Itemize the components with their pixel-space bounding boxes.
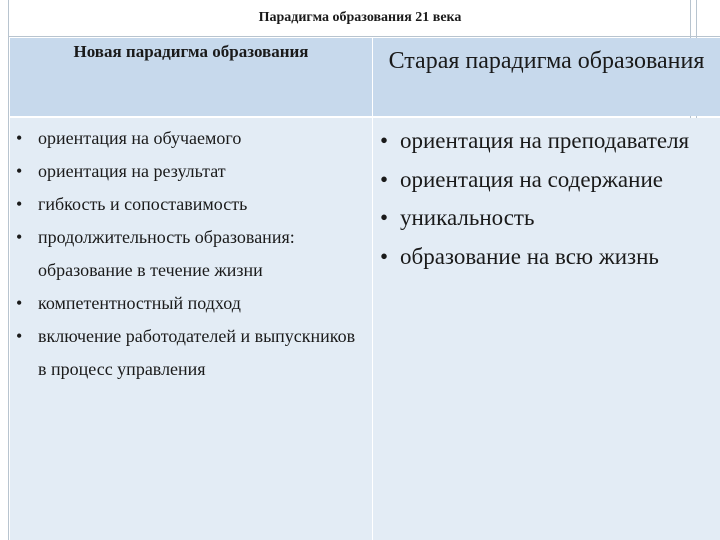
list-item: • образование на всю жизнь	[400, 238, 710, 277]
new-paradigm-column	[10, 38, 372, 540]
list-item: • ориентация на результат	[38, 155, 358, 188]
old-paradigm-header: Старая парадигма образования	[388, 48, 705, 74]
list-item: • ориентация на обучаемого	[38, 122, 358, 155]
frame-line-left	[8, 0, 9, 540]
list-item: • ориентация на преподавателя	[400, 122, 710, 161]
new-paradigm-header-cell	[10, 38, 372, 116]
slide-title: Парадигма образования 21 века	[258, 10, 462, 25]
old-paradigm-header-cell	[373, 38, 720, 116]
list-item: • ориентация на содержание	[400, 161, 710, 200]
comparison-table	[10, 38, 720, 540]
list-item: • компетентностный подход	[38, 287, 358, 320]
list-item: • уникальность	[400, 199, 710, 238]
list-item: • включение работодателей и выпускников в процесс управления	[38, 320, 358, 386]
new-paradigm-header: Новая парадигма образования	[73, 42, 309, 61]
list-item: • гибкость и сопоставимость	[38, 188, 358, 221]
frame-line-top	[8, 36, 720, 37]
new-paradigm-list	[10, 122, 358, 386]
list-item: • продолжительность образования: образование в течение жизни	[38, 221, 358, 287]
old-paradigm-list	[373, 122, 710, 276]
old-paradigm-column	[373, 38, 720, 540]
